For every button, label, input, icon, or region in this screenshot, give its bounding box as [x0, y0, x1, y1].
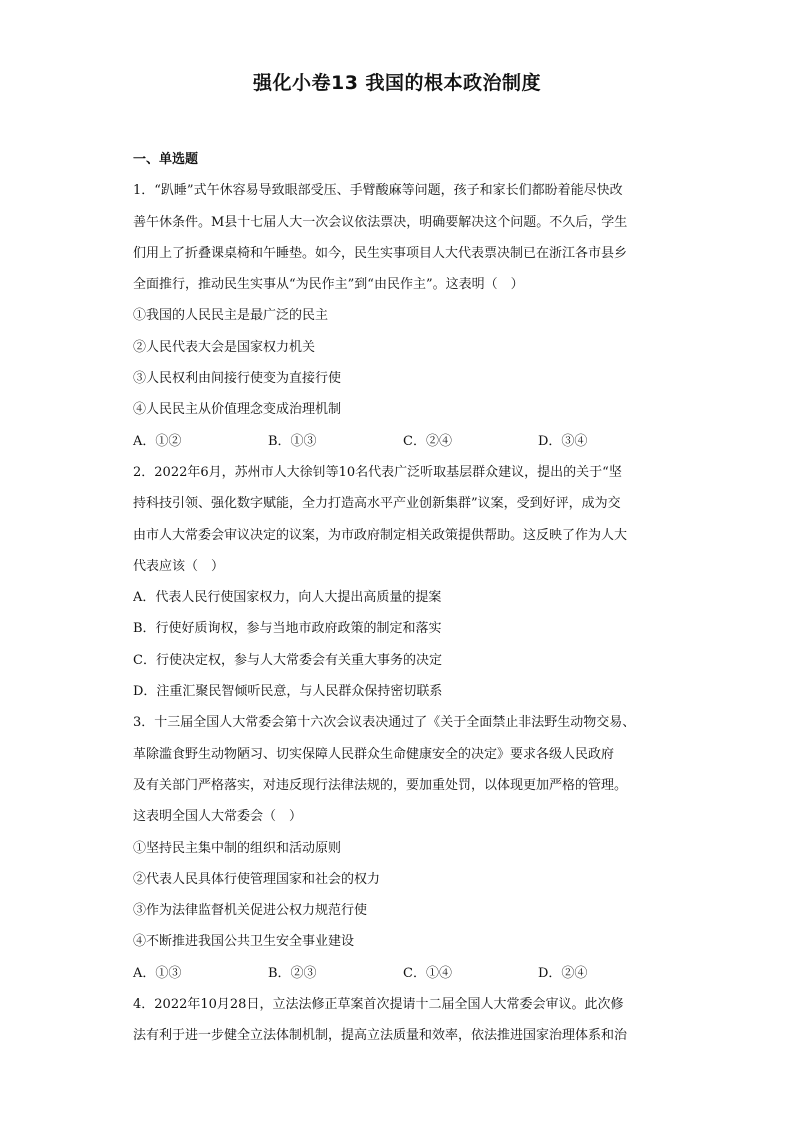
- page-title: 强化小卷13 我国的根本政治制度: [252, 72, 542, 94]
- question-stem-line: 全面推行，推动民生实事从“为民作主”到“由民作主”。这表明（ ）: [133, 277, 524, 293]
- option-c: C．②④: [403, 433, 452, 449]
- statement-item: ③作为法律监督机关促进公权力规范行使: [133, 903, 368, 919]
- question-stem-line: 代表应该（ ）: [133, 558, 225, 574]
- option-a: A．①②: [133, 433, 182, 449]
- question-content: [133, 144, 673, 1052]
- option-b: B．①③: [268, 433, 317, 449]
- option-d: D．②④: [538, 965, 588, 981]
- question-stem-line: 2．2022年6月，苏州市人大徐钊等10名代表广泛听取基层群众建议，提出的关于“坚: [133, 464, 622, 480]
- statement-item: ①坚持民主集中制的组织和活动原则: [133, 840, 342, 856]
- statement-item: ①我国的人民民主是最广泛的民主: [133, 308, 329, 324]
- question-stem-line: 这表明全国人大常委会（ ）: [133, 809, 303, 825]
- question-stem-line: 4．2022年10月28日，立法法修正草案首次提请十二届全国人大常委会审议。此次修: [133, 997, 624, 1013]
- section-heading: 一、单选题: [133, 152, 199, 167]
- statement-item: ③人民权利由间接行使变为直接行使: [133, 371, 342, 387]
- question-stem-line: 善午休条件。M县十七届人大一次会议依法票决，明确要解决这个问题。不久后，学生: [133, 214, 628, 230]
- question-stem-line: 3．十三届全国人大常委会第十六次会议表决通过了《关于全面禁止非法野生动物交易、: [133, 715, 636, 731]
- statement-item: ②人民代表大会是国家权力机关: [133, 339, 316, 355]
- question-3: [133, 707, 673, 989]
- question-stem-line: 革除滥食野生动物陋习、切实保障人民群众生命健康安全的决定》要求各级人民政府: [133, 746, 615, 762]
- question-4: [133, 989, 673, 1052]
- statement-item: ④人民民主从价值理念变成治理机制: [133, 402, 342, 418]
- option-a: A．①③: [133, 965, 182, 981]
- option-a: A．代表人民行使国家权力，向人大提出高质量的提案: [133, 590, 442, 606]
- question-stem-line: 法有利于进一步健全立法体制机制，提高立法质量和效率，依法推进国家治理体系和治: [133, 1028, 628, 1044]
- option-b: B．②③: [268, 965, 317, 981]
- option-b: B．行使好质询权，参与当地市政府政策的制定和落实: [133, 621, 442, 637]
- option-d: D．注重汇聚民智倾听民意，与人民群众保持密切联系: [133, 684, 443, 700]
- question-1: [133, 175, 673, 457]
- question-stem-line: 由市人大常委会审议决定的议案，为市政府制定相关政策提供帮助。这反映了作为人大: [133, 527, 628, 543]
- question-stem-line: 1．“趴睡”式午休容易导致眼部受压、手臂酸麻等问题，孩子和家长们都盼着能尽快改: [133, 183, 623, 199]
- question-stem-line: 及有关部门严格落实，对违反现行法律法规的，要加重处罚，以体现更加严格的管理。: [133, 777, 628, 793]
- question-stem-line: 持科技引领、强化数字赋能，全力打造高水平产业创新集群”议案，受到好评，成为交: [133, 496, 621, 512]
- answer-options: [133, 958, 673, 989]
- answer-options: [133, 426, 673, 457]
- question-2: [133, 457, 673, 707]
- question-stem-line: 们用上了折叠课桌椅和午睡垫。如今，民生实事项目人大代表票决制已在浙江各市县乡: [133, 245, 628, 261]
- option-d: D．③④: [538, 433, 588, 449]
- statement-item: ④不断推进我国公共卫生安全事业建设: [133, 934, 355, 950]
- statement-item: ②代表人民具体行使管理国家和社会的权力: [133, 871, 381, 887]
- option-c: C．行使决定权，参与人大常委会有关重大事务的决定: [133, 652, 442, 668]
- option-c: C．①④: [403, 965, 452, 981]
